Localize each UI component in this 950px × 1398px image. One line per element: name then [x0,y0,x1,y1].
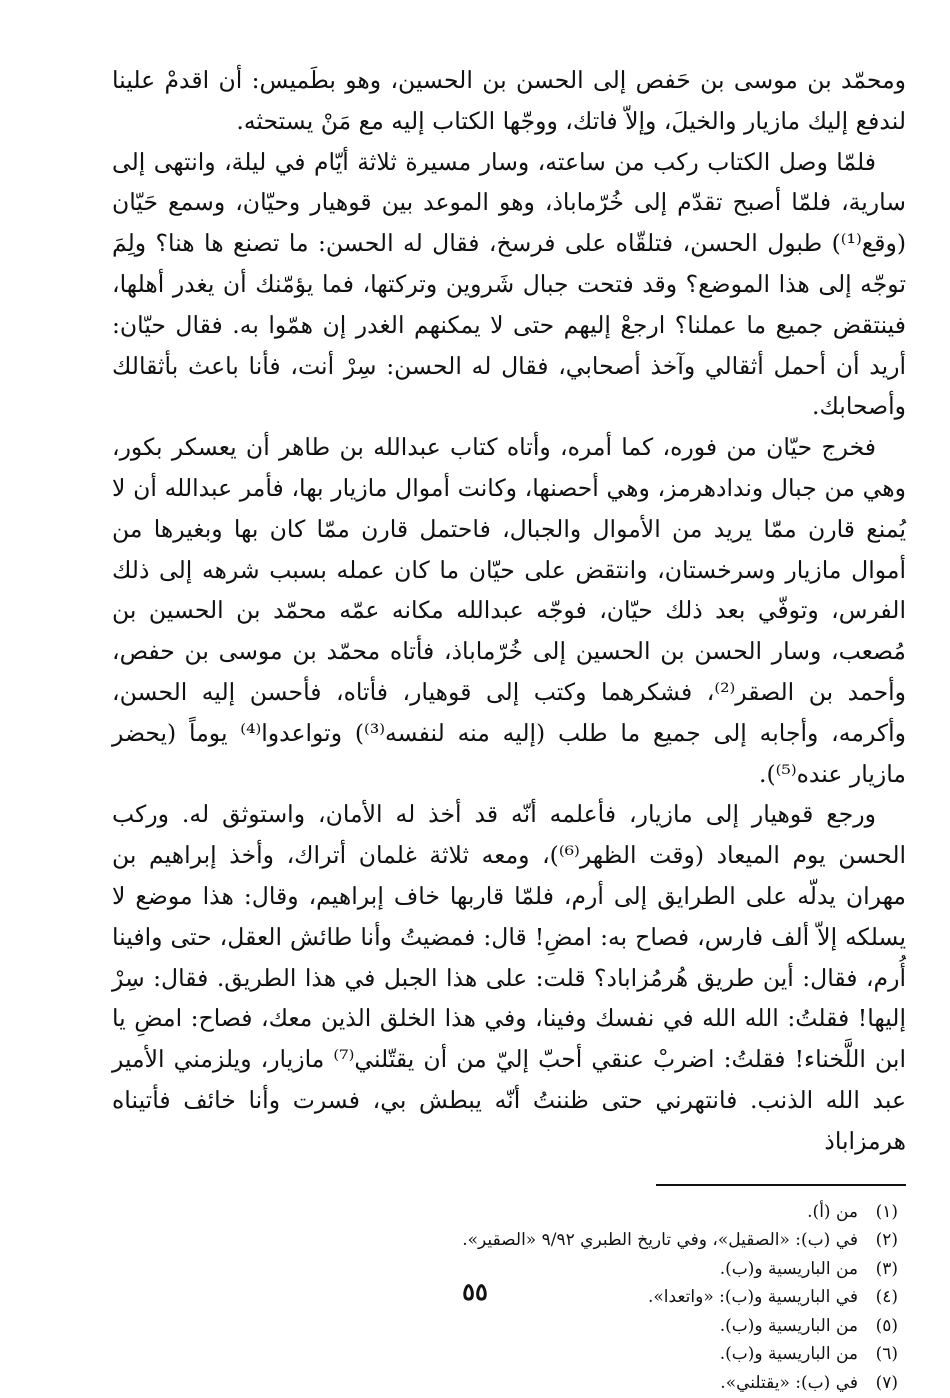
footnote-7 [112,1369,898,1398]
footnote-5 [112,1312,898,1341]
footnote-number: (٣) [875,1258,898,1279]
footnote-6 [112,1340,898,1369]
footnote-number: (٢) [875,1230,898,1251]
footnote-number: (٦) [875,1344,898,1365]
footnote-text: في (ب): «يقتلني». [720,1373,858,1394]
footnote-1 [112,1198,898,1227]
page-number: ٥٥ [462,1277,488,1306]
footnote-separator [656,1184,906,1186]
footnote-text: في الباريسية و(ب): «واتعدا». [648,1287,858,1308]
footnote-number: (٥) [875,1315,898,1336]
footnote-text: من (أ). [807,1201,858,1222]
paragraph-2: فلمّا وصل الكتاب ركب من ساعته، وسار مسيرة ثلاثة أيّام في ليلة، وانتهى إلى سارية، فلمّا أصبح تقدّم إلى خُرّماباذ، وهو الموعد بين قوهيار وحيّان، وسمع حَيّان (وقع⁽¹⁾) طبول الحسن، فتلقّاه على فرسخ، فقال له الحسن: ما تصنع ها هنا؟ ولِمَ توجّه إلى هذا الموضع؟ وقد فتحت جبال شَروين وتركتها، فما يؤمّنك أن يغدر أهلها، فينتقض جميع ما عملنا؟ ارجعْ إليهم حتى لا يمكنهم الغدر إن همّوا به. فقال حيّان: أريد أن أحمل أثقالي وآخذ أصحابي، فقال له الحسن: سِرْ أنت، فأنا باعث بأثقالك وأصحابك. [112,147,906,421]
paragraph-4: ورجع قوهيار إلى مازيار، فأعلمه أنّه قد أخذ له الأمان، واستوثق له. وركب الحسن يوم الميعاد (وقت الظهر⁽⁶⁾)، ومعه ثلاثة غلمان أتراك، وأخذ إبراهيم بن مهران يدلّه على الطرايق إلى أرم، فلمّا قاربها خاف إبراهيم، وقال: هذا موضع لا يسلكه إلاّ ألف فارس، فصاح به: امضِ! قال: فمضيتُ وأنا طائش العقل، حتى وافينا أُرم، فقال: أين طريق هُرمُزاباد؟ قلت: على هذا الجبل في هذا الطريق. فقال: سِرْ إليها! فقلتُ: الله الله في نفسك وفينا، وفي هذا الخلق الذين معك، فصاح: امضِ يا ابن اللَّخناء! فقلتُ: اضربْ عنقي أحبّ إليّ من أن يقتّلني⁽⁷⁾ مازيار، ويلزمني الأمير عبد الله الذنب. فانتهرني حتى ظننتُ أنّه يبطش بي، فسرت وأنا خائف فأتيناه هرمزاباذ [112,800,907,1155]
footnote-text: في (ب): «الصقيل»، وفي تاريخ الطبري ٩/٩٢ «الصقير». [462,1230,858,1251]
footnote-number: (١) [875,1201,898,1222]
footnote-text: من الباريسية و(ب). [719,1344,858,1365]
main-text [112,60,906,1162]
paragraph-3: فخرج حيّان من فوره، كما أمره، وأتاه كتاب عبدالله بن طاهر أن يعسكر بكور، وهي من جبال وندادهرمز، وهي أحصنها، وكانت أموال مازيار بها، فأمر عبدالله أن لا يُمنع قارن ممّا يريد من الأموال والجبال، فاحتمل قارن ممّا كان بها وبغيرها من أموال مازيار وسرخستان، وانتقض على حيّان ما كان عمله بسبب شرهه إلى ذلك الفرس، وتوفّي بعد ذلك حيّان، فوجّه عبدالله مكانه عمّه محمّد بن الحسين بن مُصعب، وسار الحسن بن الحسين إلى خُرّماباذ، فأتاه محمّد بن موسى بن حفص، وأحمد بن الصقر⁽²⁾، فشكرهما وكتب إلى قوهيار، فأتاه، فأحسن إليه الحسن، وأكرمه، وأجابه إلى جميع ما طلب (إليه منه لنفسه⁽³⁾) وتواعدوا⁽⁴⁾ يوماً (يحضر مازيار عنده⁽⁵⁾). [112,433,906,788]
footnote-2 [112,1226,898,1255]
footnote-number: (٧) [875,1373,898,1394]
footnote-number: (٤) [875,1287,898,1308]
paragraph-1: ومحمّد بن موسى بن حَفص إلى الحسن بن الحسين، وهو بطَميس: أن اقدمْ علينا لندفع إليك مازيار والخيلَ، وإلاّ فاتك، ووجّها الكتاب إليه مع مَنْ يستحثه. [112,66,906,135]
footnote-text: من الباريسية و(ب). [719,1258,858,1279]
footnote-text: من الباريسية و(ب). [719,1315,858,1336]
